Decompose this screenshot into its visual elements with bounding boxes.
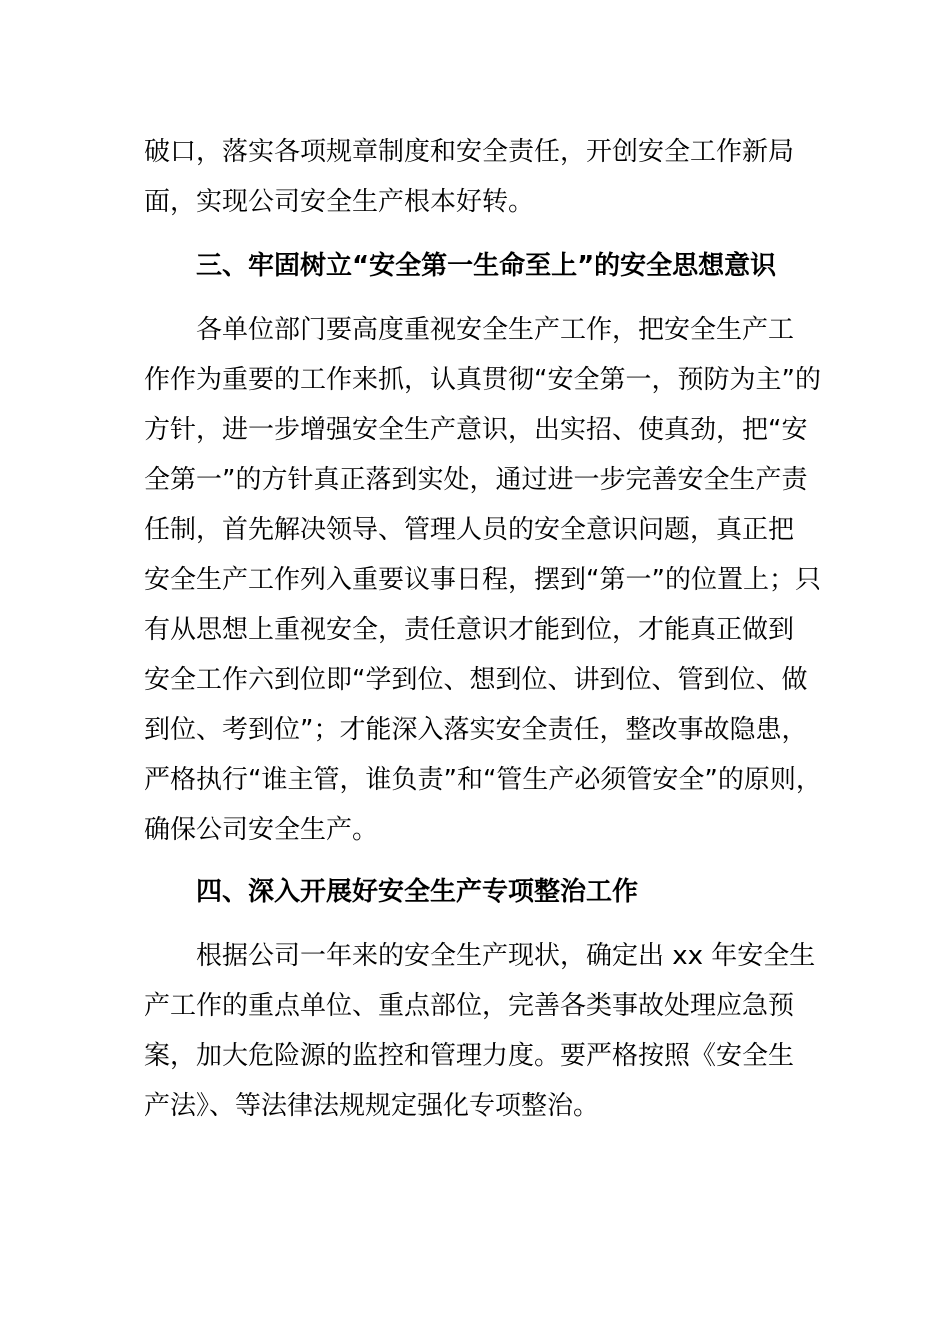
section-heading-4: 四、深入开展好安全生产专项整治工作 [196, 877, 639, 907]
paragraph-line: 产工作的重点单位、重点部位，完善各类事故处理应急预 [144, 991, 795, 1021]
paragraph-line: 根据公司一年来的安全生产现状，确定出 xx 年安全生 [196, 941, 816, 971]
paragraph-line: 任制，首先解决领导、管理人员的安全意识问题，真正把 [144, 515, 795, 545]
section-heading-3: 三、牢固树立“安全第一生命至上”的安全思想意识 [196, 251, 777, 281]
paragraph-line: 安全生产工作列入重要议事日程，摆到“第一”的位置上；只 [144, 565, 821, 595]
paragraph-line: 面，实现公司安全生产根本好转。 [144, 187, 535, 217]
paragraph-line: 方针，进一步增强安全生产意识，出实招、使真劲，把“安 [144, 415, 808, 445]
paragraph-line: 安全工作六到位即“学到位、想到位、讲到位、管到位、做 [144, 665, 808, 695]
paragraph-line: 有从思想上重视安全，责任意识才能到位，才能真正做到 [144, 615, 795, 645]
paragraph-line: 案，加大危险源的监控和管理力度。要严格按照《安全生 [144, 1041, 795, 1071]
paragraph-line: 到位、考到位”；才能深入落实安全责任，整改事故隐患， [144, 715, 808, 745]
paragraph-line: 破口，落实各项规章制度和安全责任，开创安全工作新局 [144, 137, 795, 167]
paragraph-line: 产法》、等法律法规规定强化专项整治。 [144, 1091, 600, 1121]
paragraph-line: 作作为重要的工作来抓，认真贯彻“安全第一，预防为主”的 [144, 365, 821, 395]
paragraph-line: 严格执行“谁主管，谁负责”和“管生产必须管安全”的原则， [144, 765, 822, 795]
paragraph-line: 各单位部门要高度重视安全生产工作，把安全生产工 [196, 315, 795, 345]
paragraph-line: 确保公司安全生产。 [144, 815, 379, 845]
paragraph-line: 全第一”的方针真正落到实处，通过进一步完善安全生产责 [144, 465, 808, 495]
